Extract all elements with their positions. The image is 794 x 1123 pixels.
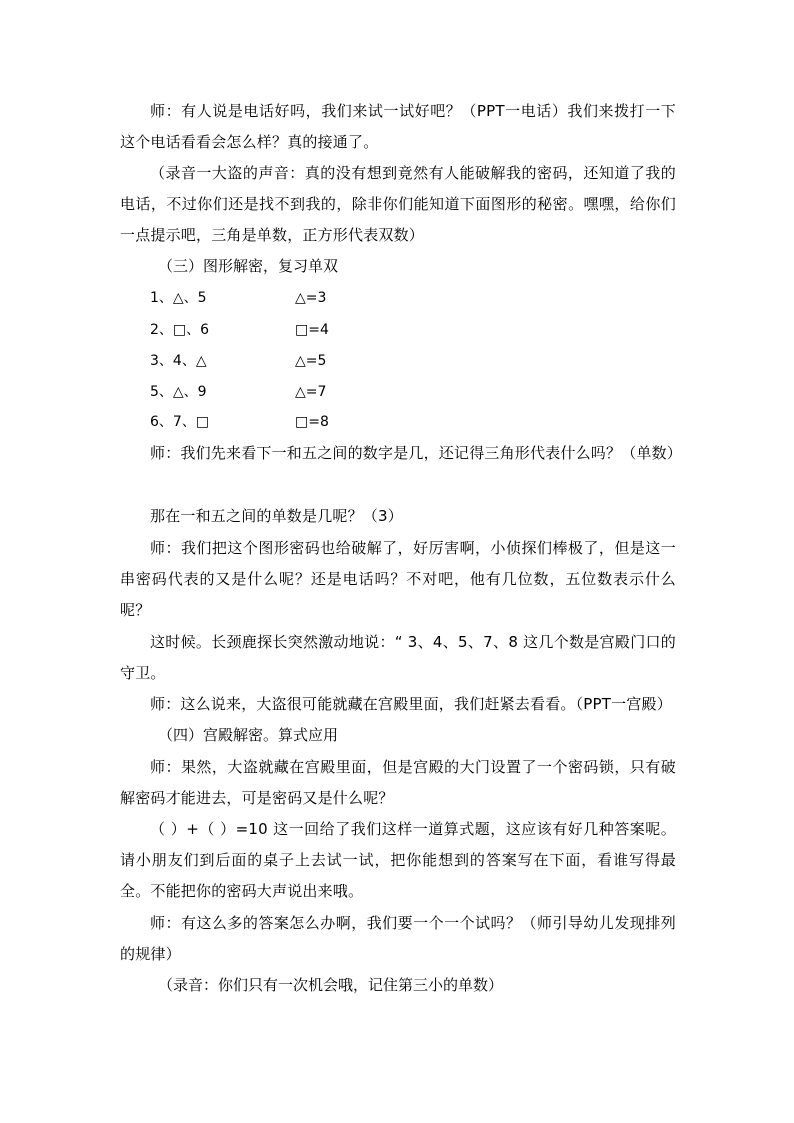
paragraph-recording-hint: （录音：你们只有一次机会哦，记住第三小的单数）	[158, 976, 504, 994]
puzzle-answer: □=4	[295, 322, 329, 338]
puzzle-answer: △=3	[295, 290, 327, 306]
section-heading-4: （四）宫殿解密。算式应用	[158, 726, 339, 744]
section-heading-3: （三）图形解密，复习单双	[158, 257, 339, 275]
paragraph-teacher-palace: 师：这么说来，大盗很可能就藏在宫殿里面，我们赶紧去看看。（PPT一宫殿）	[150, 695, 672, 713]
puzzle-answer: △=7	[295, 384, 327, 400]
paragraph-teacher-cracked: 师：我们把这个图形密码也给破解了，好厉害啊，小侦探们棒极了，但是这一串密码代表的又是什么呢？还是电话吗？不对吧，他有几位数，五位数表示什么呢？	[120, 539, 676, 619]
puzzle-answer: □=8	[295, 414, 329, 430]
paragraph-teacher-odd: 师：我们先来看下一和五之间的数字是几，还记得三角形代表什么吗？（单数）	[150, 444, 683, 462]
paragraph-recording-thief: （录音一大盗的声音：真的没有想到竟然有人能破解我的密码，还知道了我的电话，不过你们还是找不到我的，除非你们能知道下面图形的秘密。嘿嘿，给你们一点提示吧，三角是单数，正方形代表双数）	[120, 164, 676, 244]
puzzle-sequence: 2、□、6	[150, 322, 210, 338]
paragraph-teacher-many-answers: 师：有这么多的答案怎么办啊，我们要一个一个试吗？（师引导幼儿发现排列的规律）	[120, 914, 676, 963]
paragraph-giraffe-detective: 这时候。长颈鹿探长突然激动地说：“ 3、4、5、7、8 这几个数是宫殿门口的守卫。	[120, 633, 676, 682]
puzzle-sequence: 6、7、□	[150, 414, 210, 430]
puzzle-sequence: 1、△、5	[150, 290, 207, 306]
puzzle-answer: △=5	[295, 353, 327, 369]
paragraph-teacher-lock: 师：果然，大盗就藏在宫殿里面，但是宫殿的大门设置了一个密码锁，只有破解密码才能进去，可是密码又是什么呢？	[120, 758, 676, 807]
paragraph-equation: （ ）+（ ）=10 这一回给了我们这样一道算式题，这应该有好几种答案呢。请小朋友们到后面的桌子上去试一试，把你能想到的答案写在下面，看谁写得最全。不能把你的密码大声说出来哦。	[120, 820, 676, 900]
puzzle-sequence: 3、4、△	[150, 353, 207, 369]
paragraph-odd-question: 那在一和五之间的单数是几呢？（3）	[150, 507, 403, 525]
paragraph-teacher-phone: 师：有人说是电话好吗，我们来试一试好吧？（PPT一电话）我们来拨打一下这个电话看看会怎么样？真的接通了。	[120, 102, 676, 151]
puzzle-sequence: 5、△、9	[150, 384, 207, 400]
